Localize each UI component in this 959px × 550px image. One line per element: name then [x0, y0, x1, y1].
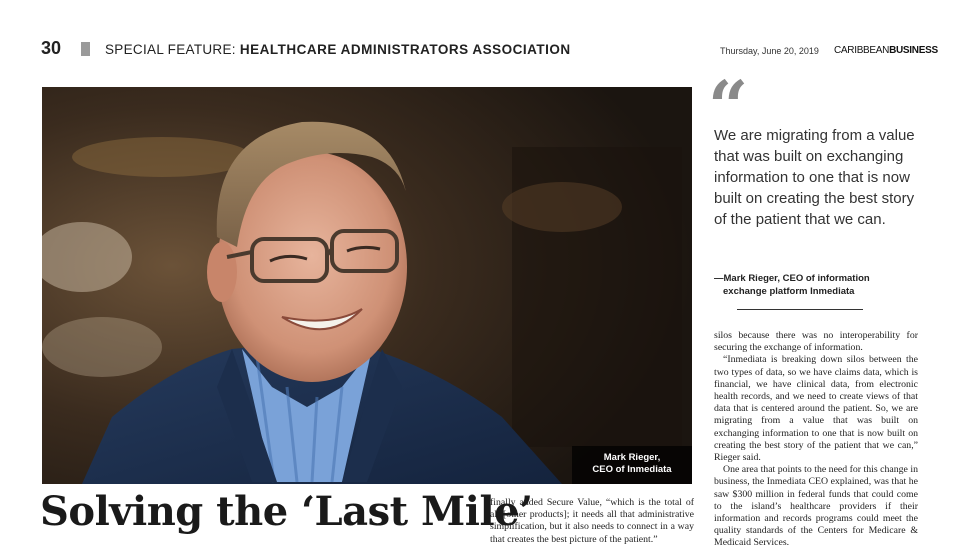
quote-mark-icon: “: [708, 65, 749, 148]
paragraph: silos because there was no interoperability for securing the exchange of information.: [714, 330, 918, 354]
attribution-line-1: —Mark Rieger, CEO of information: [714, 273, 870, 284]
caption-title: CEO of Inmediata: [592, 464, 672, 475]
photo-caption: [572, 446, 692, 484]
article-right-column: [714, 330, 918, 550]
issue-date: Thursday, June 20, 2019: [720, 46, 819, 56]
section-prefix: SPECIAL FEATURE:: [105, 42, 240, 57]
attribution-line-2: exchange platform Inmediata: [723, 286, 855, 297]
section-label: [105, 42, 571, 57]
paragraph: “Inmediata is breaking down silos between the two types of data, so we have claims data, which is financial, we have clinical data, from electronic health records, and we need to create views of that data that is centered around the patient. So, we are migrating from a value that was built on exchanging information to one that is now built on creating the best story of the patient that we can,” Rieger said.: [714, 354, 918, 464]
paragraph: One area that points to the need for this change in business, the Inmediata CEO explained, was that he saw $300 million in federal funds that could come to the island’s healthcare providers if their information and records programs could meet the quality standards of the Centers for Medicare & Medicaid Services.: [714, 464, 918, 549]
section-title: HEALTHCARE ADMINISTRATORS ASSOCIATION: [239, 42, 571, 57]
caption-name: Mark Rieger,: [603, 452, 661, 463]
article-headline: Solving the ‘Last Mile’: [40, 488, 533, 535]
logo-part-1: CARIBBEAN: [834, 45, 890, 56]
page-marker: [81, 42, 90, 56]
publication-logo: [834, 45, 938, 56]
feature-photo: [42, 87, 692, 484]
portrait-image: [42, 87, 692, 484]
logo-part-2: BUSINESS: [889, 45, 938, 56]
page-number: 30: [41, 38, 62, 58]
pull-quote-text: We are migrating from a value that was built on exchanging information to one that is now built on creating the best story of the patient that we can.: [714, 127, 915, 228]
pull-quote-attribution: [714, 272, 914, 298]
quote-divider: [737, 309, 863, 310]
paragraph: finally added Secure Value, “which is the total of all [other products]; it needs all that administrative simplification, but it also needs to connect in a way that creates the best picture of the patient.”: [490, 497, 694, 545]
